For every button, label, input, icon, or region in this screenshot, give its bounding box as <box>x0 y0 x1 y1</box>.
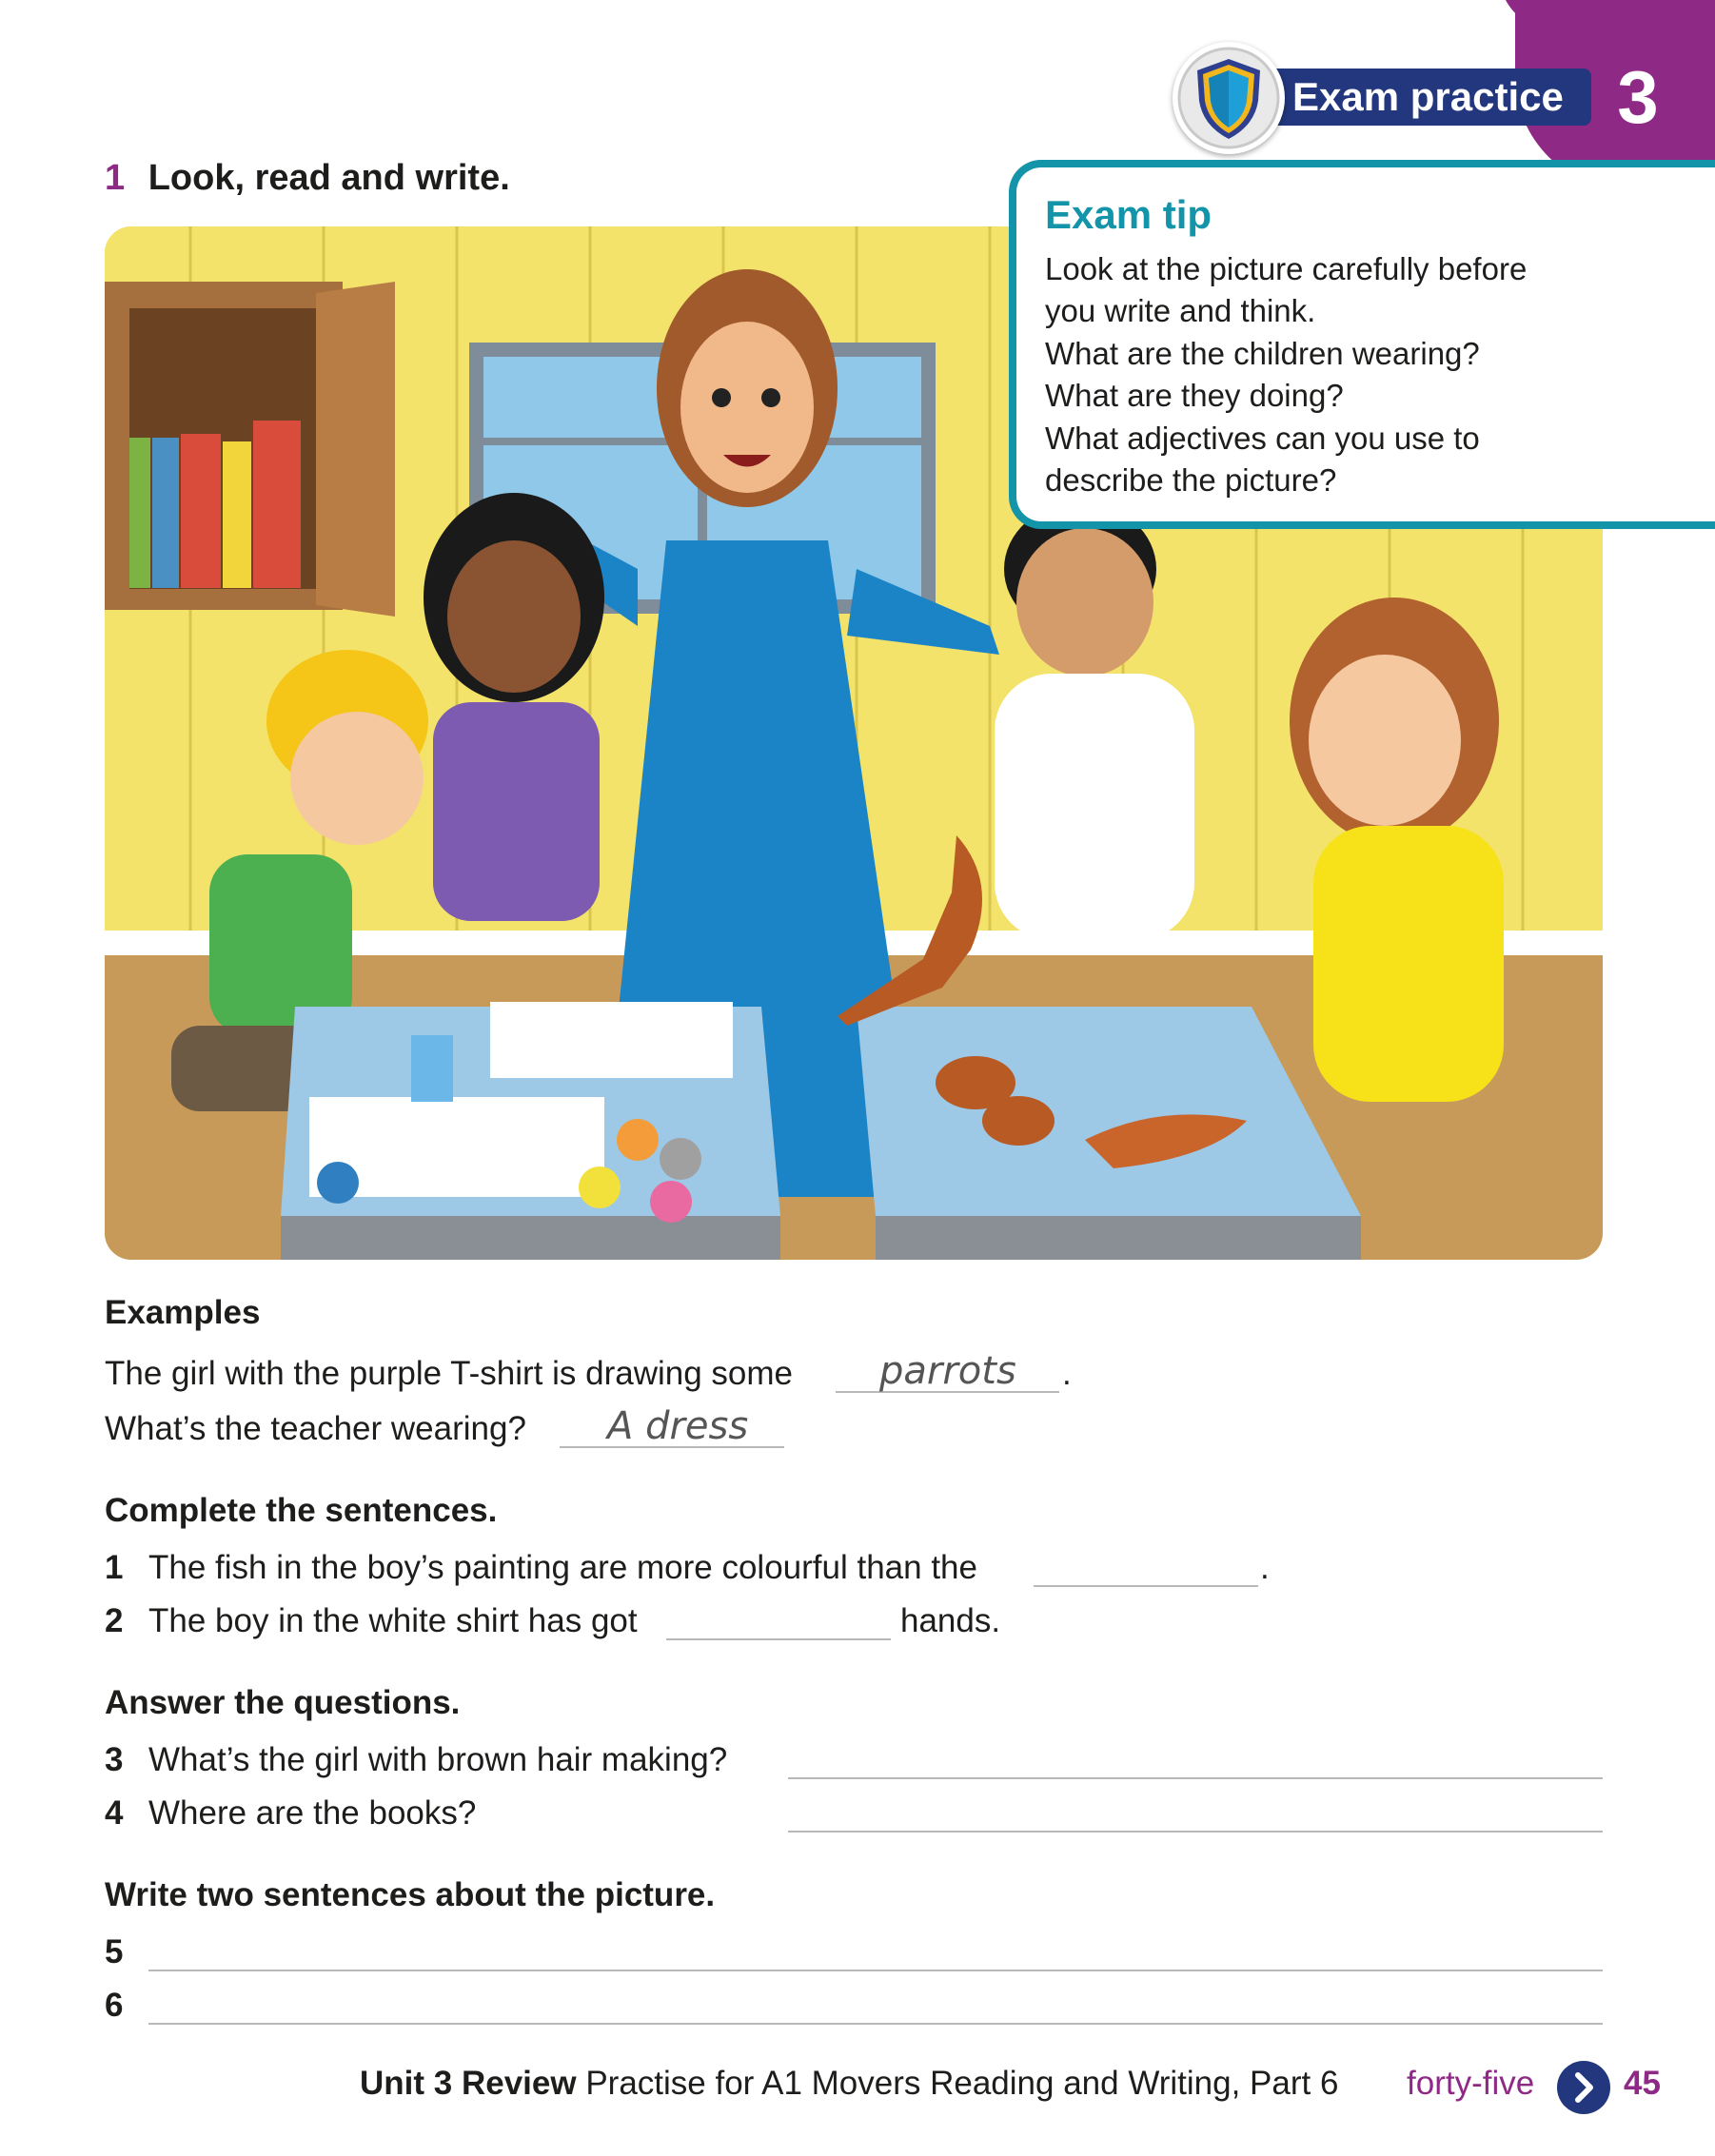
question-2-end: hands. <box>900 1602 1001 1639</box>
question-number-6: 6 <box>105 1987 124 2024</box>
question-number-1: 1 <box>105 1549 124 1586</box>
question-number-2: 2 <box>105 1602 124 1639</box>
question-1-text: The fish in the boy’s painting are more colourful than the <box>148 1549 977 1586</box>
question-number-4: 4 <box>105 1794 124 1832</box>
exam-practice-label: Exam practice <box>1292 74 1564 119</box>
chevron-right-icon <box>1557 2061 1610 2114</box>
question-2-text: The boy in the white shirt has got <box>148 1602 638 1639</box>
footer-unit: Unit 3 Review <box>360 2065 577 2102</box>
exercise-heading <box>105 158 510 199</box>
complete-heading: Complete the sentences. <box>105 1492 498 1529</box>
next-page-button[interactable] <box>1557 2061 1610 2114</box>
exam-tip-line: Look at the picture carefully before <box>1045 251 1528 286</box>
question-3-text: What’s the girl with brown hair making? <box>148 1741 728 1778</box>
write-heading: Write two sentences about the picture. <box>105 1876 716 1913</box>
answer-field-5[interactable] <box>148 1970 1603 1971</box>
question-4-text: Where are the books? <box>148 1794 477 1832</box>
exam-tip-line: you write and think. <box>1045 293 1316 328</box>
answer-heading: Answer the questions. <box>105 1684 461 1721</box>
question-1-end: . <box>1260 1549 1270 1586</box>
answer-field-4[interactable] <box>788 1831 1603 1833</box>
answer-field-2[interactable] <box>666 1638 891 1640</box>
example-sentence-1-end: . <box>1062 1355 1072 1392</box>
shield-icon <box>1173 42 1285 154</box>
exercise-number: 1 <box>105 158 126 198</box>
answer-field-1[interactable] <box>1034 1585 1258 1587</box>
example-question-2: What’s the teacher wearing? <box>105 1410 526 1447</box>
question-number-5: 5 <box>105 1933 124 1970</box>
exam-tip-line: What are they doing? <box>1045 378 1344 413</box>
exam-tip-line: What are the children wearing? <box>1045 336 1480 371</box>
question-number-3: 3 <box>105 1741 124 1778</box>
examples-heading: Examples <box>105 1294 261 1331</box>
example-answer-1: parrots <box>879 1349 1016 1393</box>
exam-tip-box <box>1009 160 1715 529</box>
page-number: 45 <box>1624 2065 1661 2102</box>
footer-description: Practise for A1 Movers Reading and Writing, Part 6 <box>585 2065 1339 2102</box>
unit-number: 3 <box>1617 55 1659 139</box>
exam-tip-line: What adjectives can you use to <box>1045 421 1480 456</box>
answer-field-3[interactable] <box>788 1777 1603 1779</box>
exam-tip-title: Exam tip <box>1045 192 1212 237</box>
exam-practice-banner <box>1256 69 1591 126</box>
page-number-words: forty-five <box>1407 2065 1535 2102</box>
exam-tip-line: describe the picture? <box>1045 462 1337 498</box>
footer-text <box>360 2065 1338 2103</box>
exercise-instruction: Look, read and write. <box>148 158 510 198</box>
example-sentence-1: The girl with the purple T-shirt is drawing some <box>105 1355 793 1392</box>
answer-field-6[interactable] <box>148 2023 1603 2025</box>
example-answer-2: A dress <box>607 1404 749 1448</box>
